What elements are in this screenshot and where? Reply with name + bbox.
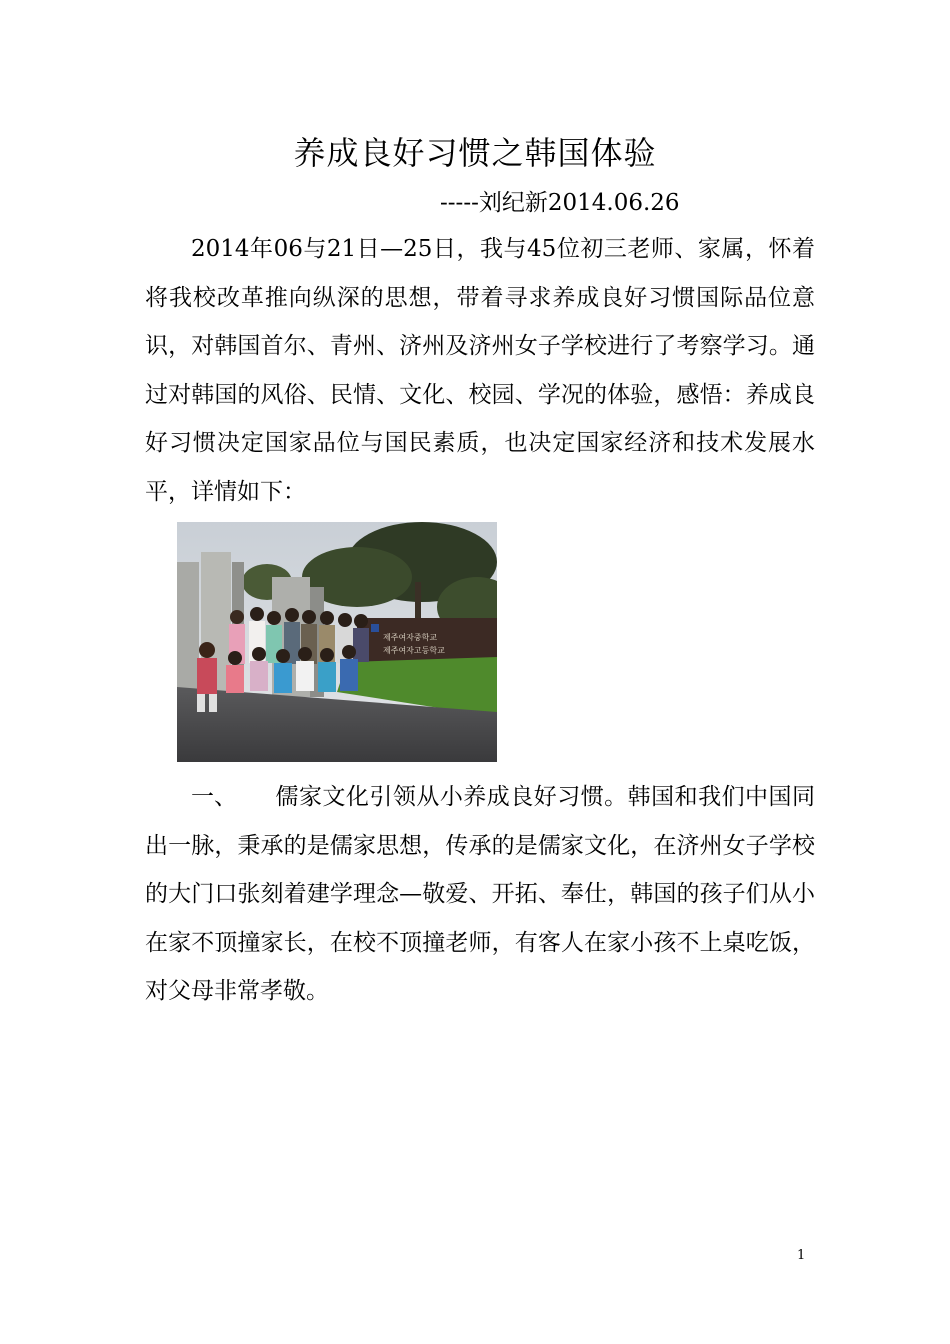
sign-line-1: 제주여자중학교: [383, 633, 438, 642]
document-title: 养成良好习惯之韩国体验: [293, 134, 657, 172]
section-1-text: 儒家文化引领从小养成良好习惯。韩国和我们中国同出一脉，秉承的是儒家思想，传承的是儒家文化，在济州女子学校的大门口张刻着建学理念—敬爱、开拓、奉仕，韩国的孩子们从小在家不顶撞家长，在校不顶撞老师，有客人在家小孩不上桌吃饭，对父母非常孝敬。: [145, 784, 815, 1004]
page-number: 1: [797, 1248, 806, 1263]
sign-line-2: 제주여자고등학교: [383, 646, 445, 655]
section-1-paragraph: [145, 773, 815, 1016]
intro-paragraph: 2014年06与21日—25日，我与45位初三老师、家属，怀着将我校改革推向纵深的思想，带着寻求养成良好习惯国际品位意识，对韩国首尔、青州、济州及济州女子学校进行了考察学习。通过对韩国的风俗、民情、文化、校园、学况的体验，感悟：养成良好习惯决定国家品位与国民素质，也决定国家经济和技术发展水平，详情如下：: [145, 236, 815, 505]
author-byline: -----刘纪新2014.06.26: [440, 190, 680, 216]
section-1-number: 一、: [191, 784, 237, 810]
group-photo: [177, 522, 497, 762]
